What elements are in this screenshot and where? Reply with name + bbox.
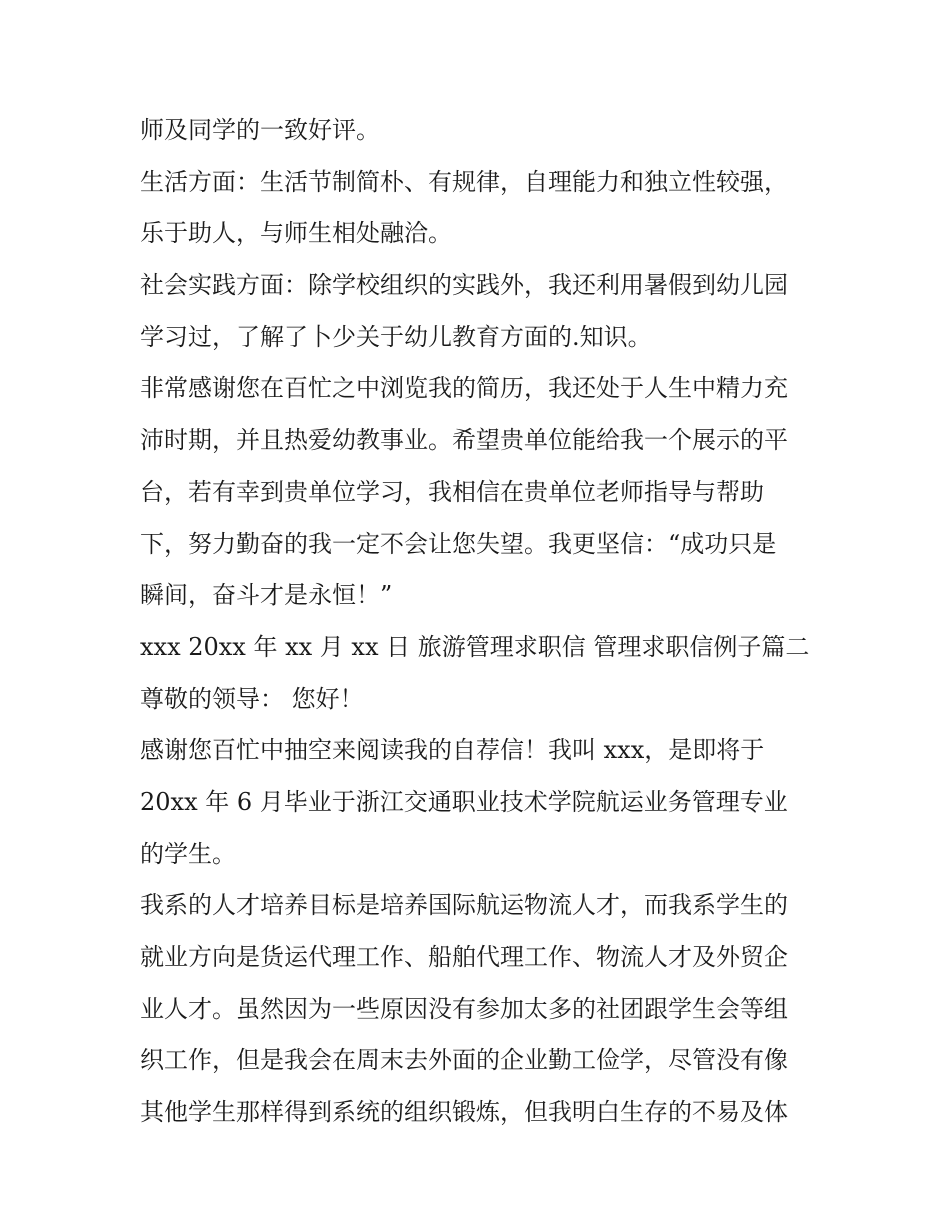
text-line-16: 我系的人才培养目标是培养国际航运物流人才，而我系学生的	[140, 891, 788, 920]
text-line-5: 学习过，了解了卜少关于幼儿教育方面的.知识。	[140, 322, 652, 351]
text-line-8: 台，若有幸到贵单位学习，我相信在贵单位老师指导与帮助	[140, 477, 764, 506]
text-line-4: 社会实践方面：除学校组织的实践外，我还利用暑假到幼儿园	[140, 271, 788, 300]
document-body	[140, 105, 820, 1139]
text-line-2: 生活方面：生活节制简朴、有规律，自理能力和独立性较强，	[140, 167, 788, 196]
text-line-14: 20xx 年 6 月毕业于浙江交通职业技术学院航运业务管理专业	[140, 787, 788, 816]
text-line-9: 下，努力勤奋的我一定不会让您失望。我更坚信：“成功只是	[140, 529, 777, 558]
text-line-19: 织工作，但是我会在周末去外面的企业勤工俭学，尽管没有像	[140, 1046, 788, 1075]
text-line-13: 感谢您百忙中抽空来阅读我的自荐信！我叫 xxx，是即将于	[140, 736, 765, 765]
text-line-3: 乐于助人，与师生相处融洽。	[140, 219, 452, 248]
text-line-6: 非常感谢您在百忙之中浏览我的简历，我还处于人生中精力充	[140, 374, 788, 403]
text-line-18: 业人才。虽然因为一些原因没有参加太多的社团跟学生会等组	[140, 994, 788, 1023]
text-line-7: 沛时期，并且热爱幼教事业。希望贵单位能给我一个展示的平	[140, 426, 788, 455]
text-line-20: 其他学生那样得到系统的组织锻炼，但我明白生存的不易及体	[140, 1098, 788, 1127]
text-line-1: 师及同学的一致好评。	[140, 116, 380, 144]
text-line-10: 瞬间，奋斗才是永恒！”	[140, 581, 393, 610]
text-line-11: xxx 20xx 年 xx 月 xx 日 旅游管理求职信 管理求职信例子篇二	[140, 632, 810, 661]
text-line-17: 就业方向是货运代理工作、船舶代理工作、物流人才及外贸企	[140, 943, 788, 971]
text-line-12: 尊敬的领导： 您好！	[140, 684, 364, 713]
text-line-15: 的学生。	[140, 839, 236, 868]
